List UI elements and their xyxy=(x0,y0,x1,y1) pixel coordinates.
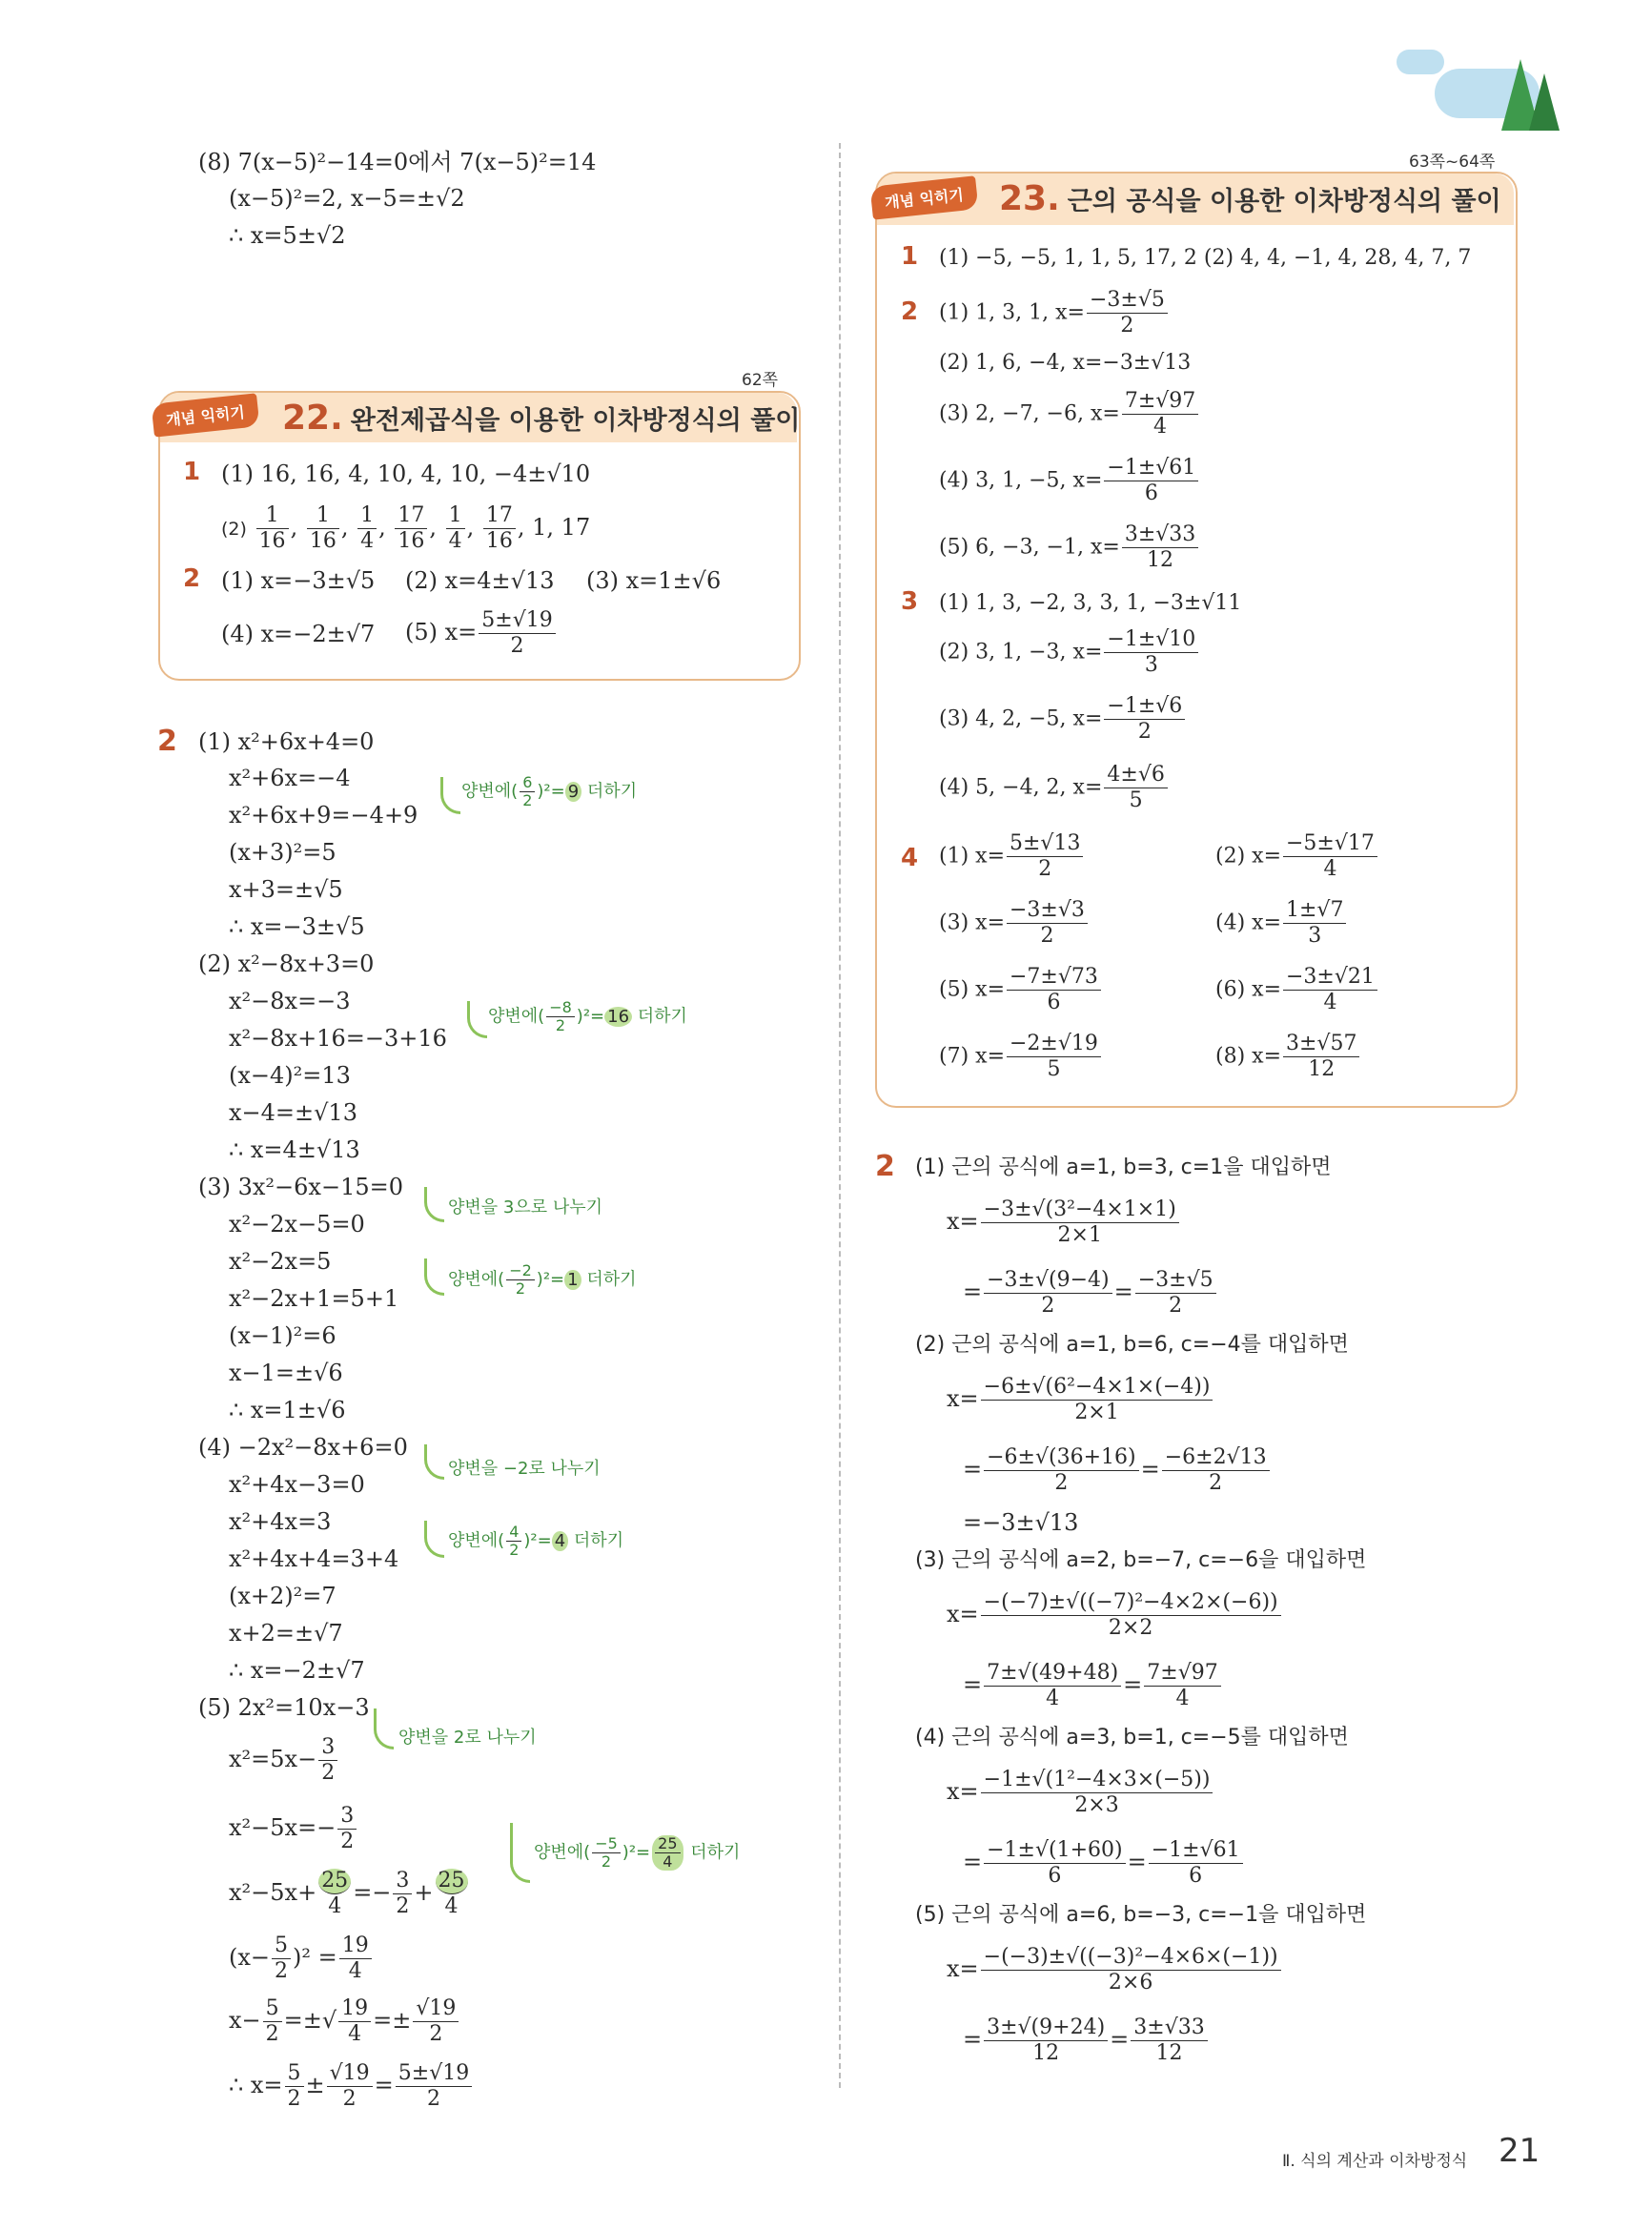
answer-line: (2) 3, 1, −3, x= $\frac{-1\pm√10}{3}$ xyxy=(939,627,1200,678)
solution-line: x²+4x+4=3+4 xyxy=(229,1545,399,1572)
solution-line: ∴ x=−2±√7 xyxy=(229,1657,365,1684)
tree-icon xyxy=(1497,59,1563,135)
solution-line: =−3±√13 xyxy=(963,1509,1079,1536)
hint-note: 양변을 3으로 나누기 xyxy=(448,1197,602,1217)
question-number: 1 xyxy=(901,242,919,271)
solution-number: 2 xyxy=(875,1150,895,1183)
solution-intro: (1) 근의 공식에 a=1, b=3, c=1을 대입하면 xyxy=(915,1156,1332,1179)
solution-line: x− $\frac{5}{2}$ =±√ $\frac{19}{4}$ =± $\frac{√19}{2}$ xyxy=(229,1996,460,2047)
solution-line: (x+2)²=7 xyxy=(229,1583,337,1609)
solution-line: x²−2x−5=0 xyxy=(229,1211,365,1238)
solution-line: (1) x²+6x+4=0 xyxy=(198,728,375,755)
answer-line: (1) 1, 3, 1, x= $\frac{-3\pm√5}{2}$ xyxy=(939,288,1170,338)
solution-line: x²−8x=−3 xyxy=(229,988,351,1014)
answer-line: (4) x=−2±√7 xyxy=(221,621,376,647)
answer-line: (1) −5, −5, 1, 1, 5, 17, 2 (2) 4, 4, −1, 4, 28, 4, 7, 7 xyxy=(939,246,1472,270)
answer-line: (5) 6, −3, −1, x= $\frac{3\pm√33}{12}$ xyxy=(939,522,1200,573)
answer-line: (3) x=1±√6 xyxy=(586,567,722,594)
hint-arrow xyxy=(424,1258,444,1296)
hint-arrow xyxy=(467,1001,487,1038)
solution-line: x= $\frac{\text{−(−7)±√((−7)²−4×2×(−6))}}{2\times 2}$ xyxy=(947,1590,1283,1641)
chapter-title: Ⅱ. 식의 계산과 이차방정식 xyxy=(1282,2152,1468,2171)
solution-line: (5) 2x²=10x−3 xyxy=(198,1694,370,1721)
solution-line: x+2=±√7 xyxy=(229,1620,343,1647)
solution-line: x²+4x−3=0 xyxy=(229,1471,365,1498)
solution-line: ∴ x= $\frac{5}{2}$ ± $\frac{√19}{2}$ = $\frac{5\pm√19}{2}$ xyxy=(229,2061,474,2112)
column-divider xyxy=(839,143,841,2088)
hint-note: 양변에( $\frac{-2}{2}$ )²= 1 더하기 xyxy=(448,1261,637,1298)
answer-line: (4) 5, −4, 2, x= $\frac{4\pm√6}{5}$ xyxy=(939,763,1170,813)
answer-line: (1) 16, 16, 4, 10, 4, 10, −4±√10 xyxy=(221,460,591,487)
hint-note: 양변을 −2로 나누기 xyxy=(448,1459,601,1479)
solution-line: x²−8x+16=−3+16 xyxy=(229,1025,447,1052)
solution-line: (x−4)²=13 xyxy=(229,1062,351,1089)
hint-arrow xyxy=(424,1521,444,1558)
hint-note: 양변을 2로 나누기 xyxy=(398,1728,537,1748)
solution-intro: (4) 근의 공식에 a=3, b=1, c=−5를 대입하면 xyxy=(915,1726,1349,1749)
hint-arrow xyxy=(440,777,460,814)
box-number: 22. xyxy=(282,399,343,438)
box-title-text: 완전제곱식을 이용한 이차방정식의 풀이 xyxy=(350,406,801,436)
question-number: 4 xyxy=(901,844,919,872)
solution-line: = $\frac{7\pm√(49+48)}{4}$ = $\frac{7\pm√97}{4}$ xyxy=(963,1661,1223,1711)
answer-line: (2) x=4±√13 xyxy=(405,567,555,594)
question-number: 1 xyxy=(183,458,201,486)
hint-note: 양변에( $\frac{-5}{2}$ )²= $\frac{25}{4}$ 더하기 xyxy=(534,1834,741,1871)
solution-intro: (5) 근의 공식에 a=6, b=−3, c=−1을 대입하면 xyxy=(915,1903,1367,1927)
solution-line: = $\frac{-3\pm√(9-4)}{2}$ = $\frac{-3\pm√5}{2}$ xyxy=(963,1268,1218,1319)
solution-line: (3) 3x²−6x−15=0 xyxy=(198,1174,403,1200)
hint-arrow xyxy=(374,1708,394,1749)
solution-line: x²−5x+ $\frac{25}{4}$ =− $\frac{3}{2}$ + $\frac{25}{4}$ xyxy=(229,1869,470,1919)
hint-note: 양변에( $\frac{-8}{2}$ )²= 16 더하기 xyxy=(488,998,687,1034)
answer-line: (3) 2, −7, −6, x= $\frac{7\pm√97}{4}$ xyxy=(939,389,1200,440)
continuation-line: (x−5)²=2, x−5=±√2 xyxy=(229,185,465,212)
solution-intro: (2) 근의 공식에 a=1, b=6, c=−4를 대입하면 xyxy=(915,1333,1349,1357)
answer-line: (5) x= $\frac{5\pm√19}{2}$ xyxy=(405,608,558,659)
answer-line: (1) 1, 3, −2, 3, 3, 1, −3±√11 xyxy=(939,591,1242,615)
answer-line: (1) x= $\frac{5\pm√13}{2}$ (2) x= $\frac{-5\pm√17}{4}$ xyxy=(939,831,1379,882)
solution-line: x²+6x=−4 xyxy=(229,765,351,791)
answer-line: (2) 1, 6, −4, x=−3±√13 xyxy=(939,351,1192,375)
page-number: 21 xyxy=(1499,2132,1540,2170)
solution-line: ∴ x=1±√6 xyxy=(229,1397,346,1423)
answer-line: (1) x=−3±√5 xyxy=(221,567,376,594)
solution-line: = $\frac{-1\pm√(1+60)}{6}$ = $\frac{-1\pm√61}{6}$ xyxy=(963,1838,1245,1889)
solution-line: x+3=±√5 xyxy=(229,876,343,903)
box-title xyxy=(999,179,1501,218)
question-number: 2 xyxy=(183,564,201,593)
box-title-text: 근의 공식을 이용한 이차방정식의 풀이 xyxy=(1067,187,1501,216)
solution-line: ∴ x=4±√13 xyxy=(229,1136,360,1163)
solution-line: (x−1)²=6 xyxy=(229,1322,337,1349)
concept-tag: 개념 익히기 xyxy=(869,175,978,219)
hint-arrow xyxy=(424,1444,444,1480)
solution-line: x²=5x− $\frac{3}{2}$ xyxy=(229,1735,339,1786)
box-number: 23. xyxy=(999,179,1060,218)
answer-line: (3) x= $\frac{-3\pm√3}{2}$ (4) x= $\frac{1\pm√7}{3}$ xyxy=(939,898,1348,949)
solution-line: = $\frac{3\pm√(9+24)}{12}$ = $\frac{3\pm√33}{12}$ xyxy=(963,2015,1210,2066)
hint-arrow xyxy=(424,1187,444,1222)
solution-line: x= $\frac{\text{−1±√(1²−4×3×(−5))}}{2\times 3}$ xyxy=(947,1768,1214,1818)
hint-arrow xyxy=(510,1823,530,1883)
solution-line: x−4=±√13 xyxy=(229,1099,357,1126)
solution-line: x²−2x+1=5+1 xyxy=(229,1285,399,1312)
solution-line: x²−5x=− $\frac{3}{2}$ xyxy=(229,1804,358,1854)
solution-line: x−1=±√6 xyxy=(229,1360,343,1386)
question-number: 2 xyxy=(901,297,919,326)
solution-line: (2) x²−8x+3=0 xyxy=(198,951,375,977)
answer-line: (4) 3, 1, −5, x= $\frac{-1\pm√61}{6}$ xyxy=(939,456,1200,506)
solution-line: x= $\frac{\text{−3±√(3²−4×1×1)}}{2\times 1}$ xyxy=(947,1197,1181,1248)
solution-line: x= $\frac{\text{−6±√(6²−4×1×(−4))}}{2\times 1}$ xyxy=(947,1375,1214,1425)
solution-line: (4) −2x²−8x+6=0 xyxy=(198,1434,408,1461)
answer-line: (2) $\frac{1}{16}$ , $\frac{1}{16}$ , $\frac{1}{4}$ , $\frac{17}{16}$ , $\frac{1}{4}$ , $\frac{17}{16}$ , 1, 17 xyxy=(221,503,591,553)
concept-tag: 개념 익히기 xyxy=(151,393,259,437)
solution-line: x²+6x+9=−4+9 xyxy=(229,802,418,829)
page-reference: 63쪽~64쪽 xyxy=(1409,153,1496,172)
solution-line: = $\frac{-6\pm√(36+16)}{2}$ = $\frac{-6\pm 2√13}{2}$ xyxy=(963,1445,1272,1496)
page-reference: 62쪽 xyxy=(742,371,779,390)
solution-line: (x− $\frac{5}{2}$ )² = $\frac{19}{4}$ xyxy=(229,1933,374,1984)
hint-note: 양변에( $\frac{4}{2}$ )²= 4 더하기 xyxy=(448,1523,624,1559)
solution-line: ∴ x=−3±√5 xyxy=(229,913,365,940)
continuation-line: (8) 7(x−5)²−14=0에서 7(x−5)²=14 xyxy=(198,149,597,175)
cloud-icon xyxy=(1397,50,1444,74)
continuation-line: ∴ x=5±√2 xyxy=(229,222,346,249)
solution-intro: (3) 근의 공식에 a=2, b=−7, c=−6을 대입하면 xyxy=(915,1548,1367,1572)
solution-number: 2 xyxy=(157,725,177,758)
solution-line: x= $\frac{\text{−(−3)±√((−3)²−4×6×(−1))}}{2\times 6}$ xyxy=(947,1945,1283,1995)
question-number: 3 xyxy=(901,587,919,616)
answer-line: (5) x= $\frac{-7\pm√73}{6}$ (6) x= $\frac{-3\pm√21}{4}$ xyxy=(939,965,1379,1015)
answer-line: (7) x= $\frac{-2\pm√19}{5}$ (8) x= $\frac{3\pm√57}{12}$ xyxy=(939,1032,1361,1082)
solution-line: x²−2x=5 xyxy=(229,1248,332,1275)
box-title xyxy=(282,399,800,438)
solution-line: x²+4x=3 xyxy=(229,1508,332,1535)
solution-line: (x+3)²=5 xyxy=(229,839,337,866)
hint-note: 양변에( $\frac{6}{2}$ )²= 9 더하기 xyxy=(461,773,638,809)
answer-line: (3) 4, 2, −5, x= $\frac{-1\pm√6}{2}$ xyxy=(939,694,1187,745)
